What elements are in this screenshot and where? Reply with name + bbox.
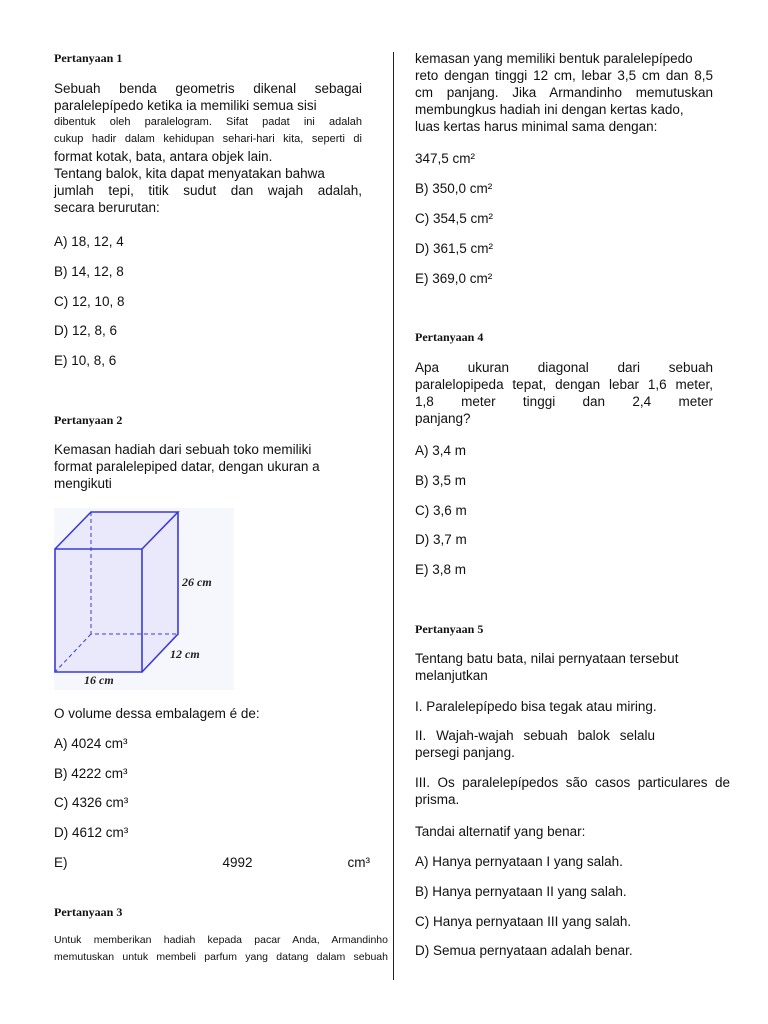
depth-label: 12 cm [170,647,200,661]
q4-option-c: C) 3,6 m [415,503,467,518]
q2-option-d: D) 4612 cm³ [54,825,129,840]
q2-option-b: B) 4222 cm³ [54,766,128,781]
q3-line: memutuskan untuk membeli parfum yang datang dalam sebuah [54,951,388,963]
q2-option-e-value: 4992 [222,855,253,870]
q2-line: format paralelepiped datar, dengan ukuran a [54,459,320,474]
q2-option-c: C) 4326 cm³ [54,795,129,810]
q3-line: reto dengan tinggi 12 cm, lebar 3,5 cm dan 8,5 [415,68,713,83]
q3-option-a: 347,5 cm² [415,151,476,166]
q3-line: Untuk memberikan hadiah kepada pacar Anda, Armandinho [54,934,388,946]
q1-option-b: B) 14, 12, 8 [54,264,124,279]
box-body [55,512,178,672]
q2-option-e-letter: E) [54,855,68,870]
q1-option-d: D) 12, 8, 6 [54,323,118,338]
q3-line: kemasan yang memiliki bentuk paralelepípedo [415,51,693,66]
q4-option-d: D) 3,7 m [415,532,467,547]
q5-statement-1: I. Paralelepípedo bisa tegak atau miring. [415,699,657,714]
q4-option-e: E) 3,8 m [415,562,467,577]
parallelepiped-figure [54,508,234,690]
q2-option-e [54,854,370,871]
q5-statement-3-line: prisma. [415,792,460,807]
q1-line: Tentang balok, kita dapat menyatakan bahwa [54,166,325,181]
q5-statement-3-line: III. Os paralelepípedos são casos particulares de [415,775,730,790]
q4-line: 1,8 meter tinggi dan 2,4 meter [415,394,713,409]
q3-text-right [415,50,713,135]
q2-option-a: A) 4024 cm³ [54,736,128,751]
q1-option-e: E) 10, 8, 6 [54,353,117,368]
q3-line: luas kertas harus minimal sama dengan: [415,119,658,134]
q1-line: Sebuah benda geometris dikenal sebagai [54,81,362,96]
q1-line: paralelepípedo ketika ia memiliki semua sisi [54,98,317,113]
q2-line: Kemasan hadiah dari sebuah toko memiliki [54,442,312,457]
column-divider [393,52,394,980]
q1-option-c: C) 12, 10, 8 [54,294,125,309]
q2-question: O volume dessa embalagem é de: [54,706,260,721]
q3-line: membungkus hadiah ini dengan kertas kado, [415,102,684,117]
q5-option-a: A) Hanya pernyataan I yang salah. [415,854,623,869]
q5-line: Tentang batu bata, nilai pernyataan tersebut [415,651,679,666]
q4-text [415,359,713,427]
q4-line: Apa ukuran diagonal dari sebuah [415,360,713,375]
q1-line: cukup hadir dalam kehidupan sehari-hari kita, seperti di [54,133,362,145]
q2-option-e-unit: cm³ [347,855,370,870]
q4-option-a: A) 3,4 m [415,443,467,458]
q3-heading: Pertanyaan 3 [54,905,123,919]
q5-text [415,650,713,684]
q5-option-d: D) Semua pernyataan adalah benar. [415,943,633,958]
q4-line: panjang? [415,411,471,426]
q5-option-b: B) Hanya pernyataan II yang salah. [415,884,627,899]
q3-text-left [54,932,388,966]
q4-heading: Pertanyaan 4 [415,330,484,344]
q3-option-c: C) 354,5 cm² [415,211,494,226]
q3-line: cm panjang. Jika Armandinho memutuskan [415,85,713,100]
q3-option-b: B) 350,0 cm² [415,181,493,196]
q5-prompt: Tandai alternatif yang benar: [415,824,586,839]
q1-heading: Pertanyaan 1 [54,51,123,65]
q1-option-a: A) 18, 12, 4 [54,234,124,249]
q3-option-d: D) 361,5 cm² [415,241,494,256]
q2-text [54,441,344,492]
q4-line: paralelopipeda tepat, dengan lebar 1,6 meter, [415,377,713,392]
q5-statement-3 [415,774,730,808]
q5-line: melanjutkan [415,668,488,683]
q2-line: mengikuti [54,476,112,491]
width-label: 16 cm [84,673,114,687]
q1-line: secara berurutan: [54,200,160,215]
q1-line: jumlah tepi, titik sudut dan wajah adalah, [54,183,362,198]
height-label: 26 cm [182,575,212,589]
q1-line: dibentuk oleh paralelogram. Sifat padat ini adalah [54,116,362,128]
q5-statement-2-line: II. Wajah-wajah sebuah balok selalu [415,728,655,743]
q5-option-c: C) Hanya pernyataan III yang salah. [415,914,632,929]
q1-line: format kotak, bata, antara objek lain. [54,149,273,164]
q5-statement-2 [415,727,655,761]
q5-statement-2-line: persegi panjang. [415,745,515,760]
q2-heading: Pertanyaan 2 [54,413,123,427]
q5-heading: Pertanyaan 5 [415,622,484,636]
q1-text [54,80,362,216]
q4-option-b: B) 3,5 m [415,473,467,488]
q3-option-e: E) 369,0 cm² [415,271,493,286]
